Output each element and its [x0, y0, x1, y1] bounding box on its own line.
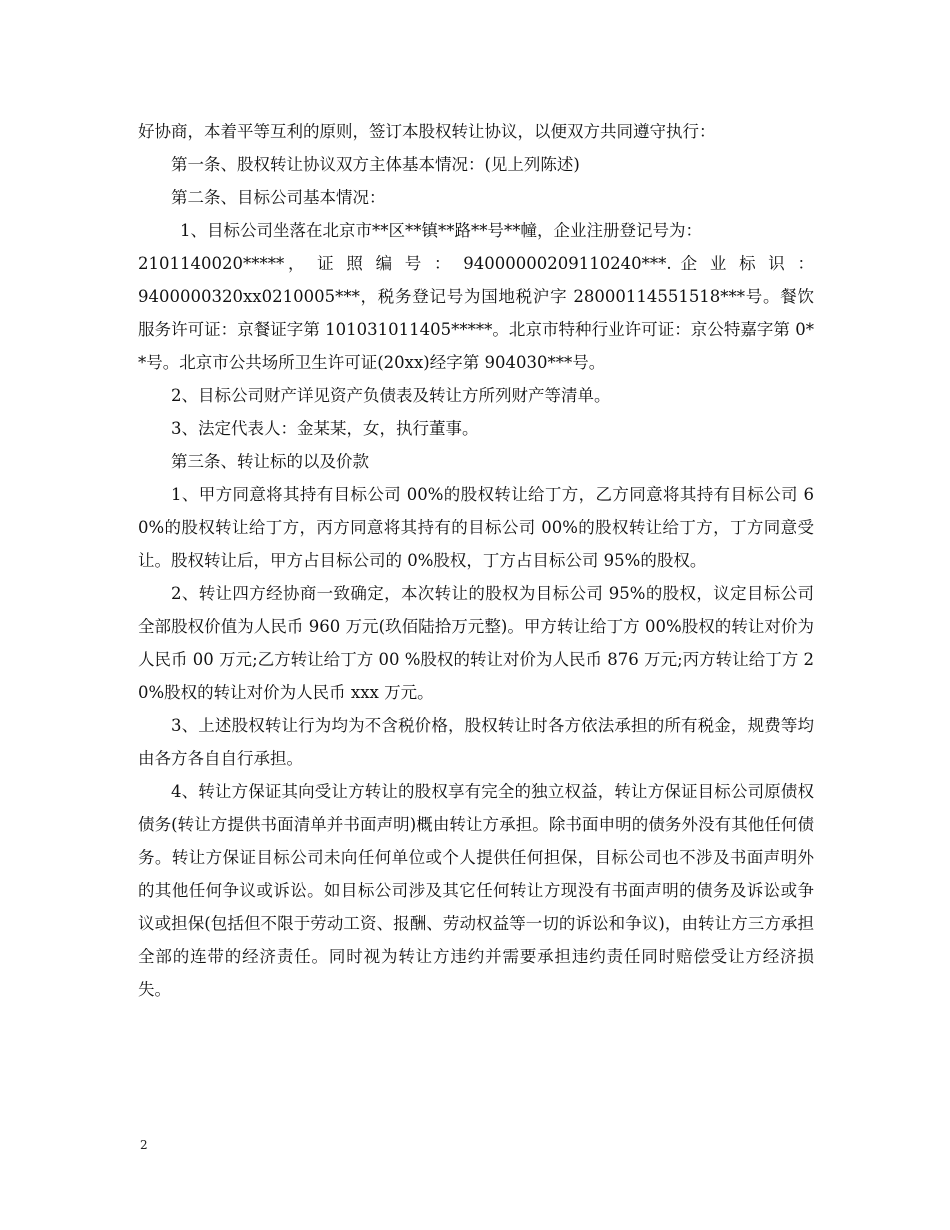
article-3-item-2: 2、转让四方经协商一致确定，本次转让的股权为目标公司 95%的股权，议定目标公司全部股权价值为人民币 960 万元(玖佰陆拾万元整)。甲方转让给丁方 00%股权的转让对价为人民币 00 万元;乙方转让给丁方 00 %股权的转让对价为人民币 876 万元;丙方转让给丁方 20%股权的转让对价为人民币 xxx 万元。: [138, 584, 814, 702]
article-2-heading: 第二条、目标公司基本情况：: [171, 188, 386, 207]
page-number: 2: [140, 1138, 148, 1152]
document-body: [138, 115, 814, 1006]
article-3-heading: 第三条、转让标的以及价款: [171, 452, 369, 471]
article-2-item-2: 2、目标公司财产详见资产负债表及转让方所列财产等清单。: [171, 386, 611, 405]
article-2-item-1-registration: 9400000320xx0210005***，税务登记号为国地税沪字 28000114551518***号。餐饮服务许可证：京餐证字第 101031011405*****。北京市特种行业许可证：京公特嘉字第 0**号。北京市公共场所卫生许可证(20xx)经字第 904030***号。: [138, 287, 814, 372]
article-2-item-1-license-line: 2101140020*****， 证 照 编 号 ： 94000000209110240***. 企 业 标 识 ：: [138, 254, 814, 273]
article-2-item-3: 3、法定代表人：金某某，女，执行董事。: [171, 419, 479, 438]
paragraph-intro: 好协商，本着平等互利的原则，签订本股权转让协议，以便双方共同遵守执行：: [138, 122, 716, 141]
article-3-item-3: 3、上述股权转让行为均为不含税价格，股权转让时各方依法承担的所有税金，规费等均由各方各自自行承担。: [138, 716, 814, 768]
article-1-heading: 第一条、股权转让协议双方主体基本情况：(见上列陈述): [171, 155, 580, 174]
article-3-item-1: 1、甲方同意将其持有目标公司 00%的股权转让给丁方，乙方同意将其持有目标公司 60%的股权转让给丁方，丙方同意将其持有的目标公司 00%的股权转让给丁方，丁方同意受让。股权转让后，甲方占目标公司的 0%股权，丁方占目标公司 95%的股权。: [138, 485, 814, 570]
article-3-item-4: 4、转让方保证其向受让方转让的股权享有完全的独立权益，转让方保证目标公司原债权债务(转让方提供书面清单并书面声明)概由转让方承担。除书面申明的债务外没有其他任何债务。转让方保证目标公司未向任何单位或个人提供任何担保，目标公司也不涉及书面声明外的其他任何争议或诉讼。如目标公司涉及其它任何转让方现没有书面声明的债务及诉讼或争议或担保(包括但不限于劳动工资、报酬、劳动权益等一切的诉讼和争议)，由转让方三方承担全部的连带的经济责任。同时视为转让方违约并需要承担违约责任同时赔偿受让方经济损失。: [138, 782, 814, 999]
article-2-item-1: 1、目标公司坐落在北京市**区**镇**路**号**幢，企业注册登记号为：: [180, 221, 702, 240]
